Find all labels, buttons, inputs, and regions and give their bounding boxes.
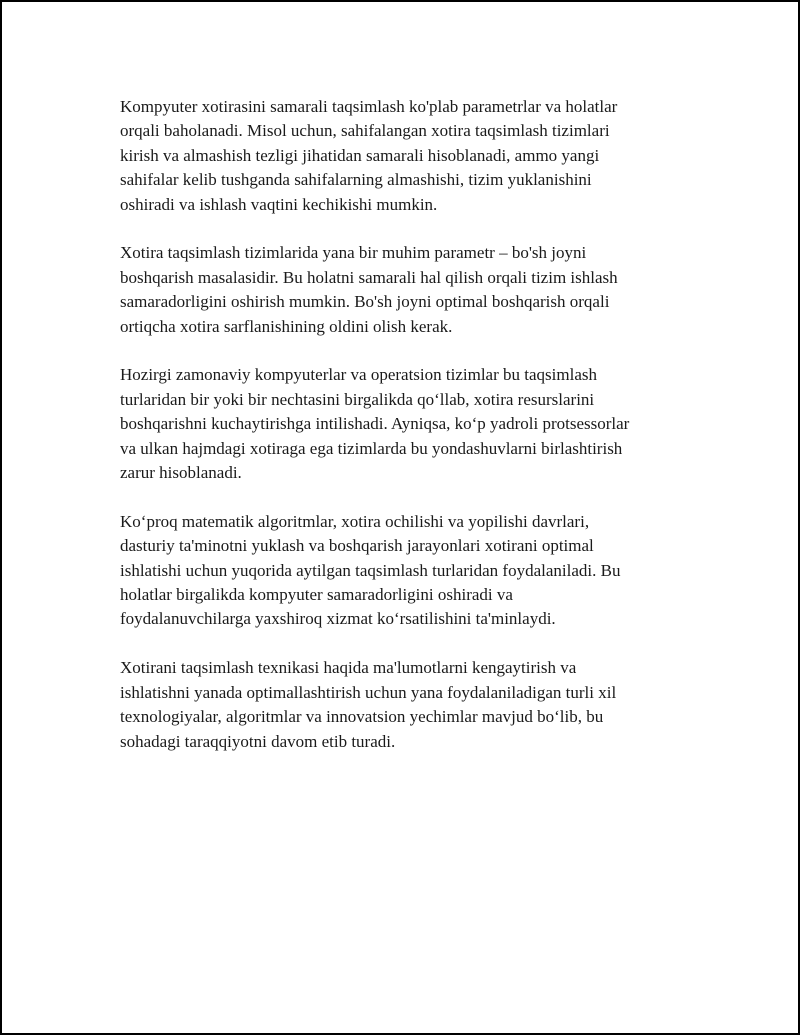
text-line: Xotira taqsimlash tizimlarida yana bir muhim parametr – bo'sh joyni [120,243,587,263]
text-line: boshqarish masalasidir. Bu holatni samarali hal qilish orqali tizim ishlash [120,267,618,287]
text-line: sahifalar kelib tushganda sahifalarning almashishi, tizim yuklanishini [120,170,592,190]
text-line: oshiradi va ishlash vaqtini kechikishi mumkin. [120,194,438,214]
text-line: boshqarishni kuchaytirishga intilishadi. Ayniqsa, ko‘p yadroli protsessorlar [120,414,630,434]
paragraph-1 [120,95,680,217]
paragraph-4 [120,510,680,632]
text-line: Hozirgi zamonaviy kompyuterlar va operatsion tizimlar bu taqsimlash [120,365,597,385]
text-line: sohadagi taraqqiyotni davom etib turadi. [120,731,396,751]
text-line: zarur hisoblanadi. [120,463,242,483]
paragraph-2 [120,241,680,339]
text-line: holatlar birgalikda kompyuter samaradorligini oshiradi va [120,585,513,605]
text-line: texnologiyalar, algoritmlar va innovatsion yechimlar mavjud bo‘lib, bu [120,707,604,727]
text-line: kirish va almashish tezligi jihatidan samarali hisoblanadi, ammo yangi [120,145,600,165]
text-line: va ulkan hajmdagi xotiraga ega tizimlarda bu yondashuvlarni birlashtirish [120,438,623,458]
text-line: ortiqcha xotira sarflanishining oldini olish kerak. [120,316,453,336]
text-line: Kompyuter xotirasini samarali taqsimlash ko'plab parametrlar va holatlar [120,97,618,116]
text-line: turlaridan bir yoki bir nechtasini birgalikda qo‘llab, xotira resurslarini [120,389,595,409]
text-line: foydalanuvchilarga yaxshiroq xizmat ko‘rsatilishini ta'minlaydi. [120,609,556,629]
paragraph-3 [120,363,680,485]
text-line: Ko‘proq matematik algoritmlar, xotira ochilishi va yopilishi davrlari, [120,511,590,531]
text-line: ishlatishni yanada optimallashtirish uchun yana foydalaniladigan turli xil [120,682,617,702]
text-line: dasturiy ta'minotni yuklash va boshqarish jarayonlari xotirani optimal [120,536,594,556]
text-line: samaradorligini oshirish mumkin. Bo'sh joyni optimal boshqarish orqali [120,292,610,312]
paragraph-5 [120,656,680,754]
text-line: Xotirani taqsimlash texnikasi haqida ma'lumotlarni kengaytirish va [120,658,577,678]
text-line: ishlatishi uchun yuqorida aytilgan taqsimlash turlaridan foydalaniladi. Bu [120,560,621,580]
document-body [120,95,680,778]
text-line: orqali baholanadi. Misol uchun, sahifalangan xotira taqsimlash tizimlari [120,121,610,141]
